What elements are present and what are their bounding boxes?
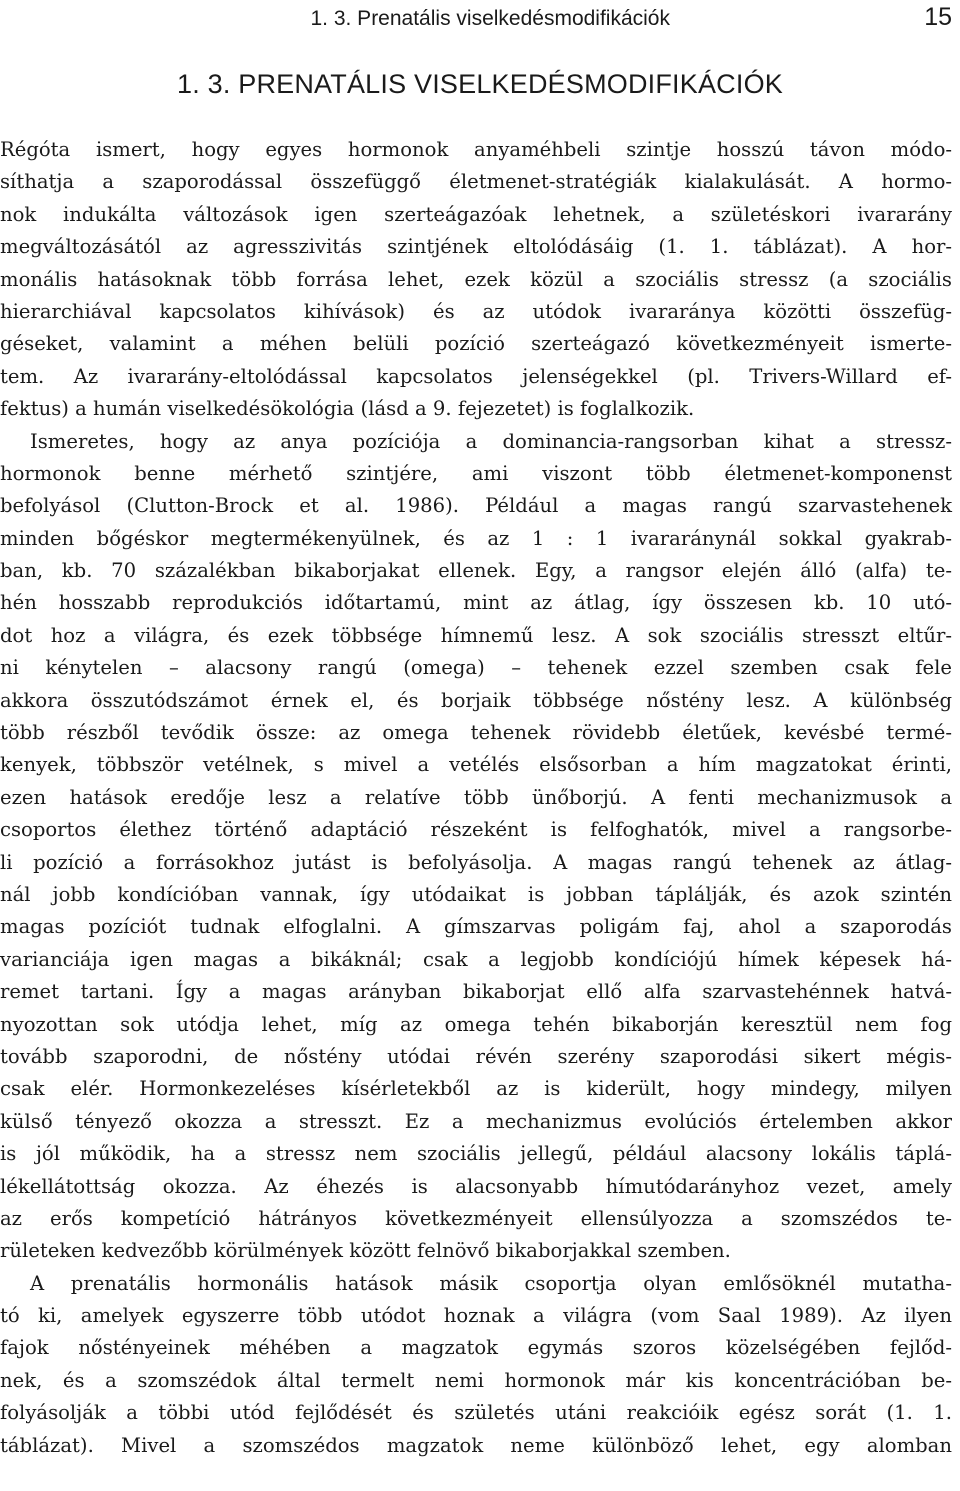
text-line: nyozottan sok utódja lehet, míg az omega tehén bikaborján keresztül nem fog	[0, 1012, 952, 1036]
running-title: 1. 3. Prenatális viselkedésmodifikációk	[310, 7, 670, 30]
text-line: nek, és a szomszédok által termelt nemi hormonok már kis koncentrációban be-	[0, 1368, 952, 1392]
text-line: lékellátottság okozza. Az éhezés is alacsonyabb hímutódarányhoz vezet, amely	[0, 1174, 952, 1198]
text-line: fajok nőstényeinek méhében a magzatok egymás szoros közelségében fejlőd-	[0, 1336, 952, 1360]
text-line: síthatja a szaporodással összefüggő életmenet-stratégiák kialakulását. A hormo-	[0, 170, 952, 194]
text-line: külső tényező okozza a stresszt. Ez a mechanizmus evolúciós értelemben akkor	[0, 1109, 952, 1133]
text-line: megváltozásától az agresszivitás szintjének eltolódásáig (1. 1. táblázat). A hor-	[0, 235, 952, 259]
paragraph-2	[0, 426, 952, 1268]
text-line: hormonok benne mérhető szintjére, ami viszont több életmenet-komponenst	[0, 461, 952, 485]
text-line: varianciája igen magas a bikáknál; csak a legjobb kondíciójú hímek képesek há-	[0, 947, 952, 971]
text-line: kenyek, többször vetélnek, s mivel a vetélés elsősorban a hím magzatokat érinti,	[0, 753, 952, 777]
text-line: hierarchiával kapcsolatos kihívások) és az utódok ivararánya közötti összefüg-	[0, 299, 952, 323]
text-line: monális hatásoknak több forrása lehet, ezek közül a szociális stressz (a szociális	[0, 267, 952, 291]
paragraph-1	[0, 134, 952, 426]
text-line: magas pozíciót tudnak elfoglalni. A gímszarvas poligám faj, ahol a szaporodás	[0, 915, 952, 939]
text-line: csoportos élethez történő adaptáció részeként is felfoghatók, mivel a rangsorbe-	[0, 818, 952, 842]
running-header	[0, 4, 960, 34]
text-line: dot hoz a világra, és ezek többsége hímnemű lesz. A sok szociális stresszt eltűr-	[0, 623, 952, 647]
text-line: tovább szaporodni, de nőstény utódai révén szerény szaporodási sikert mégis-	[0, 1044, 952, 1068]
page-number: 15	[924, 3, 952, 31]
text-line: táblázat). Mivel a szomszédos magzatok neme különböző lehet, egy alomban	[0, 1433, 952, 1457]
text-line: ezen hatások eredője lesz a relatíve több ünőborjú. A fenti mechanizmusok a	[0, 785, 952, 809]
text-line: hén hosszabb reprodukciós időtartamú, mint az átlag, így összesen kb. 10 utó-	[0, 591, 952, 615]
text-line: fektus) a humán viselkedésökológia (lásd a 9. fejezetet) is foglalkozik.	[0, 397, 695, 421]
text-line: A prenatális hormonális hatások másik csoportja olyan emlősöknél mutatha-	[30, 1271, 952, 1295]
text-line: rületeken kedvezőbb körülmények között felnövő bikaborjakkal szemben.	[0, 1239, 731, 1263]
text-line: remet tartani. Így a magas arányban bikaborjat ellő alfa szarvastehénnek hatvá-	[0, 980, 952, 1004]
text-line: befolyásol (Clutton-Brock et al. 1986). Például a magas rangú szarvastehenek	[0, 494, 952, 518]
text-line: tem. Az ivararány-eltolódással kapcsolatos jelenségekkel (pl. Trivers-Willard ef-	[0, 364, 952, 388]
text-line: li pozíció a forrásokhoz jutást is befolyásolja. A magas rangú tehenek az átlag-	[0, 850, 952, 874]
text-line: nál jobb kondícióban vannak, így utódaikat is jobban táplálják, és azok szintén	[0, 882, 952, 906]
text-line: több részből tevődik össze: az omega tehenek rövidebb életűek, kevésbé termé-	[0, 721, 952, 745]
text-line: akkora összutódszámot érnek el, és borjaik többsége nőstény lesz. A különbség	[0, 688, 952, 712]
text-line: ni kénytelen – alacsony rangú (omega) – tehenek ezzel szemben csak fele	[0, 656, 952, 680]
text-line: géseket, valamint a méhen belüli pozíció szerteágazó következményeit ismerte-	[0, 332, 952, 356]
text-line: folyásolják a többi utód fejlődését és születés utáni reakcióik egész sorát (1. 1.	[0, 1401, 952, 1425]
text-line: Ismeretes, hogy az anya pozíciója a dominancia-rangsorban kihat a stressz-	[30, 429, 952, 453]
text-line: minden bőgéskor megtermékenyülnek, és az 1 : 1 ivararánynál sokkal gyakrab-	[0, 526, 952, 550]
text-line: csak elér. Hormonkezeléses kísérletekből az is kiderült, hogy mindegy, milyen	[0, 1077, 952, 1101]
text-line: az erős kompetíció hátrányos következményeit ellensúlyozza a szomszédos te-	[0, 1206, 952, 1230]
text-line: nok indukálta változások igen szerteágazóak lehetnek, a születéskori ivararány	[0, 202, 952, 226]
text-line: is jól működik, ha a stressz nem szociális jellegű, például alacsony lokális táplá-	[0, 1142, 952, 1166]
text-line: ban, kb. 70 százalékban bikaborjakat ellenek. Egy, a rangsor elején álló (alfa) te-	[0, 559, 952, 583]
text-line: Régóta ismert, hogy egyes hormonok anyaméhbeli szintje hosszú távon módo-	[0, 138, 952, 161]
section-title: 1. 3. PRENATÁLIS VISELKEDÉSMODIFIKÁCIÓK	[177, 69, 783, 99]
text-line: tó ki, amelyek egyszerre több utódot hoznak a világra (vom Saal 1989). Az ilyen	[0, 1304, 952, 1328]
paragraph-3	[0, 1268, 952, 1462]
body-text	[0, 134, 952, 1462]
